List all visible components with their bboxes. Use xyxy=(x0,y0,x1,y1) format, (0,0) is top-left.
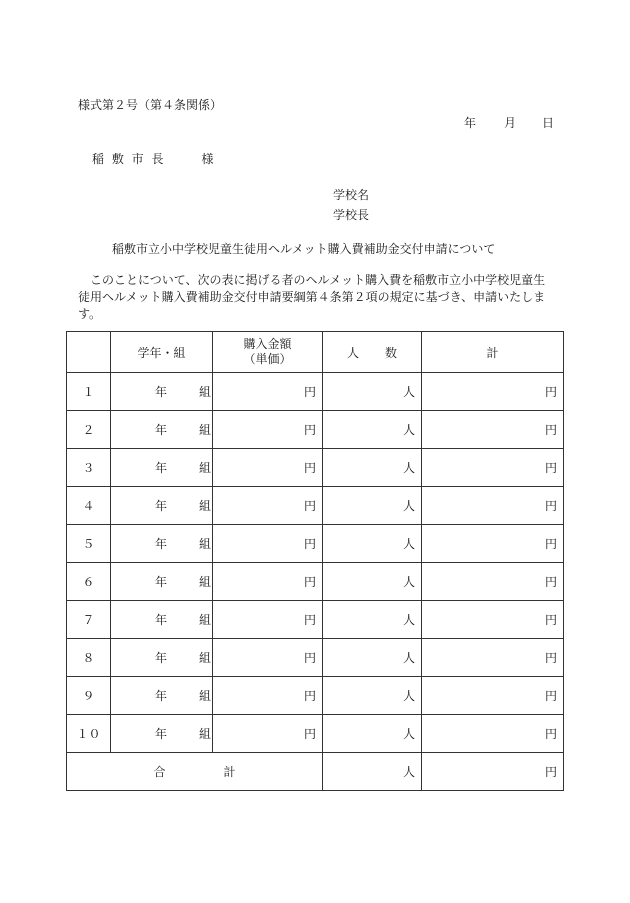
row-number: ６ xyxy=(67,563,111,601)
body-text: このことについて、次の表に掲げる者のヘルメット購入費を稲敷市立小中学校児童生徒用ヘルメット購入費補助金交付申請要綱第４条第２項の規定に基づき、申請いたします。 xyxy=(78,273,546,321)
header-people-b: 数 xyxy=(385,345,398,360)
header-amount-line2: （単価） xyxy=(243,352,292,366)
row-grade-kumi: 組 xyxy=(199,689,212,703)
row-grade-nen: 年 xyxy=(155,575,168,589)
row-grade-nen: 年 xyxy=(155,385,168,399)
row-number: １ xyxy=(67,373,111,411)
row-grade-nen: 年 xyxy=(155,651,168,665)
table-row xyxy=(67,487,564,525)
grand-total-label xyxy=(67,753,323,791)
date-day-label: 日 xyxy=(542,116,555,130)
row-number: ５ xyxy=(67,525,111,563)
row-total-yen: 円 xyxy=(422,487,564,525)
row-grade-class xyxy=(111,525,213,563)
row-number: ９ xyxy=(67,677,111,715)
header-grade: 学年・組 xyxy=(111,332,213,373)
row-grade-kumi: 組 xyxy=(199,461,212,475)
row-amount-yen: 円 xyxy=(213,601,323,639)
header-amount xyxy=(213,332,323,373)
row-amount-yen: 円 xyxy=(213,373,323,411)
header-people xyxy=(323,332,422,373)
table-row xyxy=(67,639,564,677)
row-grade-kumi: 組 xyxy=(199,575,212,589)
row-total-yen: 円 xyxy=(422,411,564,449)
row-grade-class xyxy=(111,715,213,753)
grand-total-label-a: 合 xyxy=(153,765,166,779)
date-line xyxy=(464,114,554,131)
row-total-yen: 円 xyxy=(422,525,564,563)
row-total-yen: 円 xyxy=(422,715,564,753)
row-amount-yen: 円 xyxy=(213,487,323,525)
row-grade-kumi: 組 xyxy=(199,651,212,665)
table-row xyxy=(67,373,564,411)
row-people: 人 xyxy=(323,373,422,411)
grand-total-label-b: 計 xyxy=(223,765,236,779)
row-people: 人 xyxy=(323,525,422,563)
row-grade-nen: 年 xyxy=(155,423,168,437)
header-no-cell xyxy=(67,332,111,373)
row-grade-nen: 年 xyxy=(155,537,168,551)
row-people: 人 xyxy=(323,449,422,487)
row-total-yen: 円 xyxy=(422,639,564,677)
table-row xyxy=(67,715,564,753)
header-total: 計 xyxy=(422,332,564,373)
row-grade-class xyxy=(111,449,213,487)
grand-total-yen: 円 xyxy=(422,753,564,791)
row-people: 人 xyxy=(323,487,422,525)
row-grade-class xyxy=(111,373,213,411)
table-row xyxy=(67,601,564,639)
row-number: ３ xyxy=(67,449,111,487)
row-grade-nen: 年 xyxy=(155,689,168,703)
table-row xyxy=(67,525,564,563)
row-number: ７ xyxy=(67,601,111,639)
table-footer-row xyxy=(67,753,564,791)
row-amount-yen: 円 xyxy=(213,715,323,753)
header-people-a: 人 xyxy=(346,345,359,360)
row-grade-kumi: 組 xyxy=(199,499,212,513)
row-total-yen: 円 xyxy=(422,449,564,487)
row-total-yen: 円 xyxy=(422,677,564,715)
row-people: 人 xyxy=(323,715,422,753)
row-total-yen: 円 xyxy=(422,563,564,601)
table-row xyxy=(67,449,564,487)
row-amount-yen: 円 xyxy=(213,677,323,715)
row-number: ８ xyxy=(67,639,111,677)
row-grade-kumi: 組 xyxy=(199,537,212,551)
header-amount-line1: 購入金額 xyxy=(243,337,292,351)
row-grade-class xyxy=(111,639,213,677)
row-amount-yen: 円 xyxy=(213,411,323,449)
row-people: 人 xyxy=(323,639,422,677)
row-grade-class xyxy=(111,601,213,639)
row-grade-nen: 年 xyxy=(155,499,168,513)
application-table xyxy=(66,331,564,791)
date-month-label: 月 xyxy=(504,116,517,130)
row-amount-yen: 円 xyxy=(213,449,323,487)
row-people: 人 xyxy=(323,677,422,715)
school-name-label: 学校名 xyxy=(333,188,370,202)
table-row xyxy=(67,563,564,601)
row-number: ２ xyxy=(67,411,111,449)
form-number: 様式第２号（第４条関係） xyxy=(78,98,223,112)
row-amount-yen: 円 xyxy=(213,525,323,563)
table-row xyxy=(67,411,564,449)
addressee-honorific: 様 xyxy=(201,152,216,166)
row-total-yen: 円 xyxy=(422,601,564,639)
row-grade-class xyxy=(111,411,213,449)
row-total-yen: 円 xyxy=(422,373,564,411)
row-grade-kumi: 組 xyxy=(199,727,212,741)
row-number: ４ xyxy=(67,487,111,525)
table-row xyxy=(67,677,564,715)
table-header-row xyxy=(67,332,564,373)
principal-label: 学校長 xyxy=(333,208,370,222)
row-number: １０ xyxy=(67,715,111,753)
addressee-name: 稲 敷 市 長 xyxy=(92,152,166,166)
row-grade-class xyxy=(111,563,213,601)
addressee xyxy=(92,150,215,167)
date-year-label: 年 xyxy=(464,116,477,130)
row-grade-nen: 年 xyxy=(155,727,168,741)
grand-total-people: 人 xyxy=(323,753,422,791)
document-title: 稲敷市立小中学校児童生徒用ヘルメット購入費補助金交付申請について xyxy=(112,242,496,256)
row-people: 人 xyxy=(323,601,422,639)
row-grade-kumi: 組 xyxy=(199,613,212,627)
row-grade-kumi: 組 xyxy=(199,385,212,399)
row-grade-nen: 年 xyxy=(155,461,168,475)
row-amount-yen: 円 xyxy=(213,563,323,601)
row-grade-class xyxy=(111,677,213,715)
row-grade-kumi: 組 xyxy=(199,423,212,437)
row-grade-nen: 年 xyxy=(155,613,168,627)
row-people: 人 xyxy=(323,411,422,449)
row-grade-class xyxy=(111,487,213,525)
row-amount-yen: 円 xyxy=(213,639,323,677)
row-people: 人 xyxy=(323,563,422,601)
